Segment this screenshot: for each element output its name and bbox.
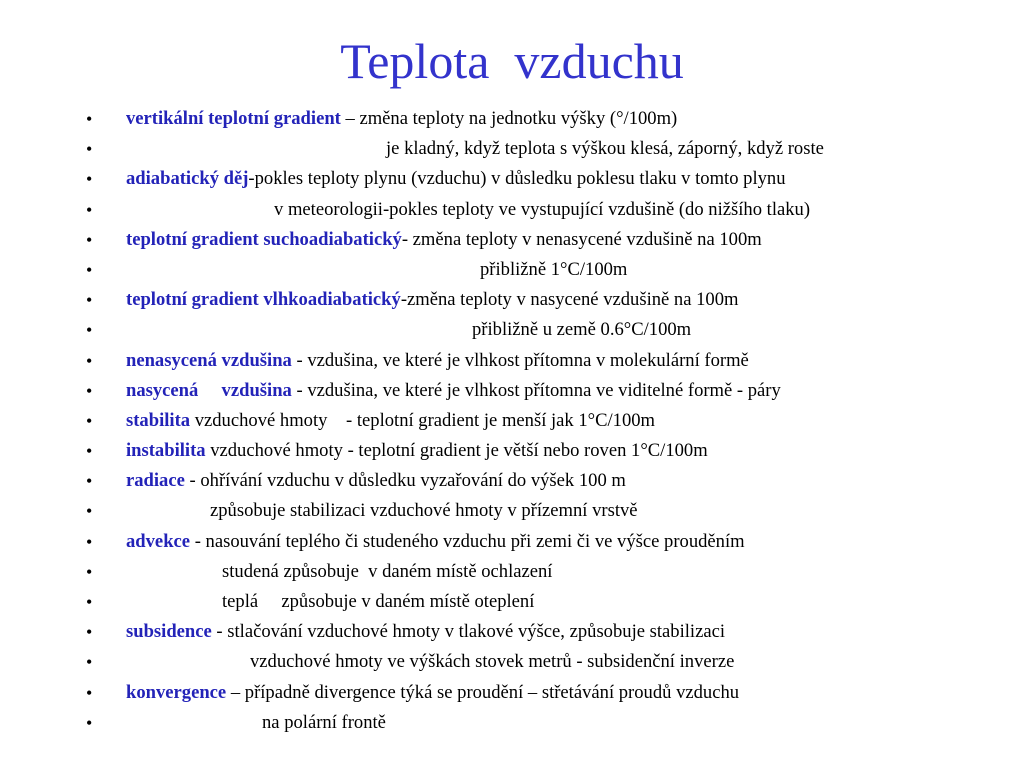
term: konvergence xyxy=(126,681,227,703)
definition: – případně divergence týká se proudění – střetávání proudů vzduchu xyxy=(226,681,740,703)
list-item xyxy=(0,195,1024,225)
bullet-icon: • xyxy=(86,531,93,552)
term: radiace xyxy=(126,470,185,492)
list-item xyxy=(0,708,1024,738)
definition: vzduchové hmoty - teplotní gradient je větší nebo roven 1°C/100m xyxy=(205,440,708,462)
list-item xyxy=(0,466,1024,496)
definition: - vzdušina, ve které je vlhkost přítomna v molekulární formě xyxy=(291,349,749,371)
term: vertikální teplotní gradient xyxy=(126,108,341,129)
continuation-text: přibližně u země 0.6°C/100m xyxy=(472,319,692,341)
list-item xyxy=(0,406,1024,436)
term: teplotní gradient suchoadiabatický xyxy=(126,228,402,250)
bullet-icon: • xyxy=(86,471,93,492)
term: instabilita xyxy=(126,440,206,462)
definition: - vzdušina, ve které je vlhkost přítomna ve viditelné formě - páry xyxy=(291,379,781,401)
continuation-text: v meteorologii-pokles teploty ve vystupující vzdušině (do nižšího tlaku) xyxy=(274,198,811,220)
term: advekce xyxy=(126,530,191,552)
list-item xyxy=(0,225,1024,255)
list-item xyxy=(0,527,1024,557)
bullet-icon: • xyxy=(86,712,93,733)
bullet-icon: • xyxy=(86,259,93,280)
bullet-icon: • xyxy=(86,229,93,250)
list-item xyxy=(0,315,1024,345)
bullet-icon: • xyxy=(86,441,93,462)
bullet-icon: • xyxy=(86,139,93,160)
list-item xyxy=(0,587,1024,617)
definition: – změna teploty na jednotku výšky (°/100m) xyxy=(340,108,678,129)
list-item xyxy=(0,164,1024,194)
bullet-list xyxy=(0,104,1024,738)
bullet-icon: • xyxy=(86,561,93,582)
bullet-icon: • xyxy=(86,622,93,643)
bullet-icon: • xyxy=(86,169,93,190)
list-item xyxy=(0,104,1024,134)
list-item xyxy=(0,436,1024,466)
term: nasycená vzdušina xyxy=(126,379,292,401)
definition: vzduchové hmoty - teplotní gradient je menší jak 1°C/100m xyxy=(190,409,656,431)
continuation-text: přibližně 1°C/100m xyxy=(480,258,628,280)
list-item xyxy=(0,647,1024,677)
definition: - ohřívání vzduchu v důsledku vyzařování do výšek 100 m xyxy=(184,470,626,492)
term: adiabatický děj xyxy=(126,168,249,190)
definition: -pokles teploty plynu (vzduchu) v důsledku poklesu tlaku v tomto plynu xyxy=(248,168,786,190)
continuation-text: vzduchové hmoty ve výškách stovek metrů - subsidenční inverze xyxy=(250,651,735,673)
term: subsidence xyxy=(126,621,212,643)
bullet-icon: • xyxy=(86,109,93,129)
continuation-text: teplá způsobuje v daném místě oteplení xyxy=(222,591,535,612)
term: nenasycená vzdušina xyxy=(126,349,292,371)
bullet-icon: • xyxy=(86,501,93,522)
list-item xyxy=(0,678,1024,708)
list-item xyxy=(0,346,1024,376)
bullet-icon: • xyxy=(86,410,93,431)
list-item xyxy=(0,285,1024,315)
bullet-icon: • xyxy=(86,652,93,673)
slide-title: Teplota vzduchu xyxy=(340,33,684,89)
bullet-icon: • xyxy=(86,290,93,311)
continuation-text: na polární frontě xyxy=(262,711,386,733)
list-item xyxy=(0,557,1024,587)
continuation-text: způsobuje stabilizaci vzduchové hmoty v přízemní vrstvě xyxy=(210,500,638,522)
list-item xyxy=(0,255,1024,285)
list-item xyxy=(0,134,1024,164)
definition: - stlačování vzduchové hmoty v tlakové výšce, způsobuje stabilizaci xyxy=(211,621,726,643)
term: stabilita xyxy=(126,409,191,431)
list-item xyxy=(0,496,1024,526)
definition: -změna teploty v nasycené vzdušině na 100m xyxy=(400,289,739,311)
definition: - nasouvání teplého či studeného vzduchu při zemi či ve výšce prouděním xyxy=(190,530,745,552)
continuation-text: je kladný, když teplota s výškou klesá, záporný, když roste xyxy=(386,138,824,160)
bullet-icon: • xyxy=(86,592,93,612)
term: teplotní gradient vlhkoadiabatický xyxy=(126,289,401,311)
definition: - změna teploty v nenasycené vzdušině na 100m xyxy=(401,228,762,250)
bullet-icon: • xyxy=(86,682,93,703)
bullet-icon: • xyxy=(86,380,93,401)
continuation-text: studená způsobuje v daném místě ochlazení xyxy=(222,560,553,582)
bullet-icon: • xyxy=(86,350,93,371)
bullet-icon: • xyxy=(86,199,93,220)
list-item xyxy=(0,376,1024,406)
list-item xyxy=(0,617,1024,647)
bullet-icon: • xyxy=(86,320,93,341)
